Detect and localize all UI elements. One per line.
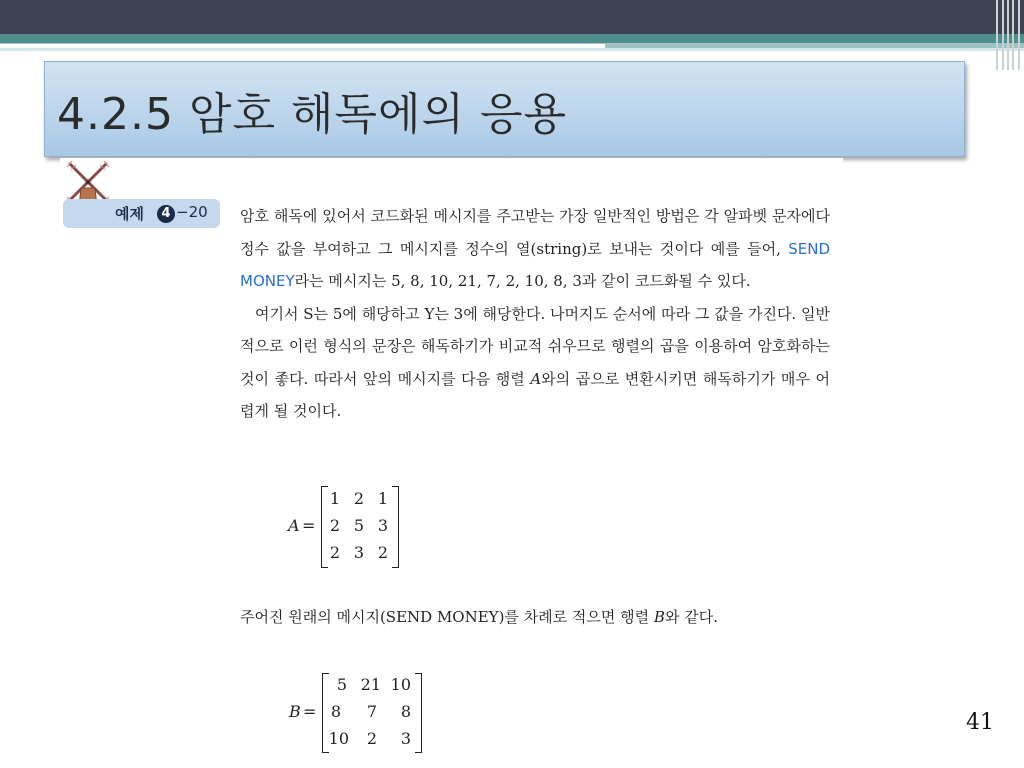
matrix-b-cell: 10 [390,675,411,694]
example-number [157,203,208,223]
highlight-send-money: SEND MONEY [240,239,830,290]
line-3-end: 와 같다. [664,608,718,626]
paragraph-2-start: 여기서 S는 5에 해당하고 Y는 3에 해당한다. 나머지도 순서에 따라 그 값을 가진다. 일반적으로 이런 형식의 문장은 해독하기가 비교적 쉬우므로 행렬의 곱을 이용하여 암호화하는 것이 좋다. 따라서 앞의 메시지를 다음 행렬 [240,304,830,388]
matrix-a-equation [288,486,408,568]
matrix-b-equation [289,673,429,753]
example-circle-number: 4 [157,205,175,223]
matrix-a-cell: 3 [353,543,364,562]
matrix-b-cell: 21 [360,675,381,694]
matrix-b-cell: 8 [330,702,341,721]
matrix-a-name: A [288,516,300,535]
example-number-suffix: −20 [176,203,208,221]
paragraph-1 [240,200,830,298]
matrix-a-cell: 2 [353,489,364,508]
paragraph-1-end: 라는 메시지는 5, 8, 10, 21, 7, 2, 10, 8, 3과 같이 코드화될 수 있다. [294,272,751,290]
matrix-a-cell: 2 [329,516,340,535]
paragraph-2-end: 와의 곱으로 변환시키면 해독하기가 매우 어렵게 될 것이다. [240,369,830,420]
title-box [44,61,965,157]
example-badge [63,199,220,228]
teal-band [0,34,1024,43]
matrix-a-cell: 2 [329,543,340,562]
matrix-b-cell: 3 [400,729,411,748]
matrix-b-cell: 7 [366,702,377,721]
matrix-a-cell: 1 [377,489,388,508]
page-number: 41 [966,710,994,735]
matrix-b-cell: 2 [366,729,377,748]
body-text [240,200,830,428]
white-accent-line [0,44,605,48]
paragraph-2 [240,298,830,428]
matrix-b-cell: 8 [400,702,411,721]
matrix-b-cell: 5 [336,675,347,694]
matrix-a-cell: 2 [377,543,388,562]
matrix-b-intro-line [240,606,718,627]
matrix-a-cell: 3 [377,516,388,535]
slide-title: 4.2.5 암호 해독에의 응용 [57,89,567,140]
matrix-b-equals: = [303,702,317,721]
line-3-start: 주어진 원래의 메시지(SEND MONEY)를 차례로 적으면 행렬 [240,608,654,626]
paragraph-1-start: 암호 해독에 있어서 코드화된 메시지를 주고받는 가장 일반적인 방법은 각 알파벳 문자에다 정수 값을 부여하고 그 메시지를 정수의 열(string)로 보내는 것이다 예를 들어, [240,207,830,258]
example-label: 예제 [115,205,144,223]
top-decorative-bar [0,0,1024,34]
matrix-b-right-bracket [415,673,422,753]
matrix-b-reference: B [653,608,665,626]
matrix-a-reference: A [530,369,542,388]
matrix-a-equals: = [302,516,316,535]
matrix-a-cell: 5 [353,516,364,535]
teal-band-pale [0,48,1024,51]
matrix-a-cell: 1 [329,489,340,508]
matrix-a-right-bracket [392,486,399,568]
matrix-b-name: B [289,702,301,721]
matrix-b-cell: 10 [328,729,349,748]
corner-ribs-decoration [994,0,1024,70]
